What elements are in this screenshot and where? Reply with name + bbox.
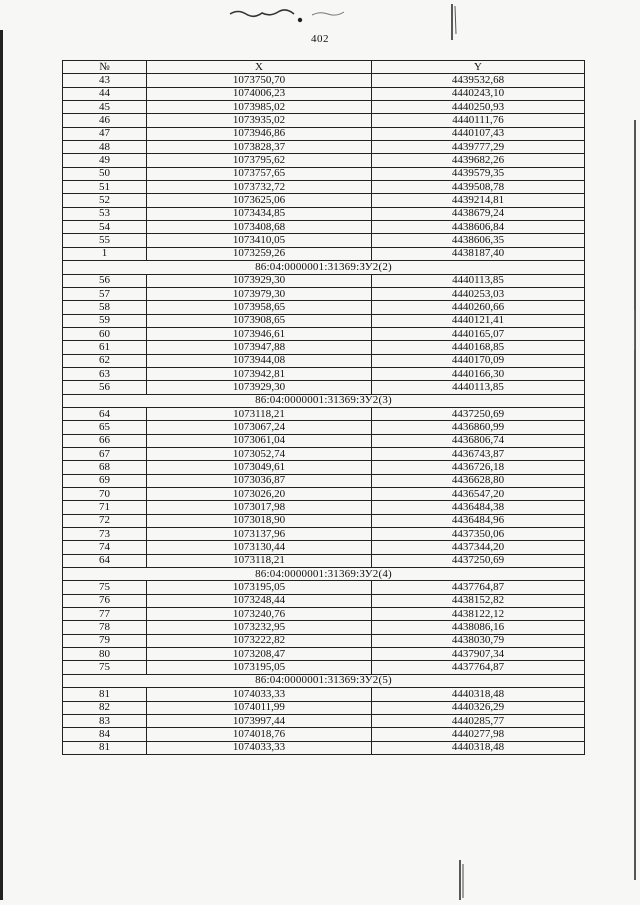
- x-coordinate: 1073036,87: [147, 474, 372, 487]
- y-coordinate: 4438679,24: [372, 207, 585, 220]
- scan-right-edge: [634, 120, 636, 880]
- table-row: [63, 181, 585, 194]
- x-coordinate: 1073947,88: [147, 341, 372, 354]
- point-number: 51: [63, 181, 147, 194]
- table-row: [63, 554, 585, 567]
- y-coordinate: 4440260,66: [372, 301, 585, 314]
- table-row: [63, 661, 585, 674]
- x-coordinate: 1073248,44: [147, 594, 372, 607]
- scan-artifact-stamp: [228, 6, 348, 26]
- x-coordinate: 1073208,47: [147, 648, 372, 661]
- x-coordinate: 1073049,61: [147, 461, 372, 474]
- table-body: [63, 74, 585, 755]
- point-number: 75: [63, 661, 147, 674]
- point-number: 81: [63, 741, 147, 754]
- y-coordinate: 4438152,82: [372, 594, 585, 607]
- table-row: [63, 101, 585, 114]
- x-coordinate: 1073026,20: [147, 488, 372, 501]
- y-coordinate: 4440113,85: [372, 381, 585, 394]
- y-coordinate: 4440285,77: [372, 714, 585, 727]
- table-row: [63, 167, 585, 180]
- x-coordinate: 1073946,61: [147, 327, 372, 340]
- table-row: [63, 688, 585, 701]
- table-row: [63, 634, 585, 647]
- x-coordinate: 1073052,74: [147, 447, 372, 460]
- x-coordinate: 1073997,44: [147, 714, 372, 727]
- point-number: 77: [63, 608, 147, 621]
- x-coordinate: 1073625,06: [147, 194, 372, 207]
- margin-mark: [634, 310, 635, 350]
- x-coordinate: 1073017,98: [147, 501, 372, 514]
- table-row: [63, 594, 585, 607]
- point-number: 67: [63, 447, 147, 460]
- table-row: [63, 127, 585, 140]
- point-number: 78: [63, 621, 147, 634]
- x-coordinate: 1073067,24: [147, 421, 372, 434]
- table-row: [63, 274, 585, 287]
- x-coordinate: 1073232,95: [147, 621, 372, 634]
- y-coordinate: 4436806,74: [372, 434, 585, 447]
- x-coordinate: 1073195,05: [147, 661, 372, 674]
- point-number: 49: [63, 154, 147, 167]
- y-coordinate: 4439579,35: [372, 167, 585, 180]
- point-number: 69: [63, 474, 147, 487]
- table-row: [63, 541, 585, 554]
- x-coordinate: 1073018,90: [147, 514, 372, 527]
- table-row: [63, 381, 585, 394]
- table-row: [63, 114, 585, 127]
- table-row: [63, 421, 585, 434]
- x-coordinate: 1073222,82: [147, 634, 372, 647]
- point-number: 53: [63, 207, 147, 220]
- section-title: 86:04:0000001:31369:ЗУ2(3): [63, 394, 585, 407]
- table-row: [63, 367, 585, 380]
- y-coordinate: 4437344,20: [372, 541, 585, 554]
- table-row: [63, 581, 585, 594]
- table-row: [63, 301, 585, 314]
- x-coordinate: 1073240,76: [147, 608, 372, 621]
- table-row: [63, 714, 585, 727]
- coordinates-table: [62, 60, 585, 755]
- y-coordinate: 4439777,29: [372, 141, 585, 154]
- x-coordinate: 1073958,65: [147, 301, 372, 314]
- y-coordinate: 4438086,16: [372, 621, 585, 634]
- point-number: 63: [63, 367, 147, 380]
- point-number: 56: [63, 274, 147, 287]
- point-number: 81: [63, 688, 147, 701]
- x-coordinate: 1073908,65: [147, 314, 372, 327]
- x-coordinate: 1073732,72: [147, 181, 372, 194]
- x-coordinate: 1074006,23: [147, 87, 372, 100]
- header-x: X: [147, 61, 372, 74]
- y-coordinate: 4436484,96: [372, 514, 585, 527]
- point-number: 61: [63, 341, 147, 354]
- y-coordinate: 4438606,84: [372, 221, 585, 234]
- point-number: 45: [63, 101, 147, 114]
- table-row: [63, 434, 585, 447]
- y-coordinate: 4436547,20: [372, 488, 585, 501]
- page-number: 402: [311, 33, 329, 45]
- table-row: [63, 501, 585, 514]
- table-row: [63, 154, 585, 167]
- y-coordinate: 4440318,48: [372, 741, 585, 754]
- x-coordinate: 1074033,33: [147, 741, 372, 754]
- binder-mark-bottom: [458, 860, 466, 900]
- x-coordinate: 1073137,96: [147, 528, 372, 541]
- table-row: [63, 608, 585, 621]
- y-coordinate: 4440107,43: [372, 127, 585, 140]
- table-row: [63, 528, 585, 541]
- x-coordinate: 1073434,85: [147, 207, 372, 220]
- point-number: 62: [63, 354, 147, 367]
- y-coordinate: 4440243,10: [372, 87, 585, 100]
- point-number: 58: [63, 301, 147, 314]
- y-coordinate: 4437764,87: [372, 581, 585, 594]
- x-coordinate: 1073118,21: [147, 407, 372, 420]
- point-number: 60: [63, 327, 147, 340]
- y-coordinate: 4437764,87: [372, 661, 585, 674]
- x-coordinate: 1073935,02: [147, 114, 372, 127]
- table-row: [63, 621, 585, 634]
- point-number: 56: [63, 381, 147, 394]
- y-coordinate: 4436860,99: [372, 421, 585, 434]
- section-row: [63, 674, 585, 687]
- y-coordinate: 4438606,35: [372, 234, 585, 247]
- point-number: 57: [63, 287, 147, 300]
- point-number: 59: [63, 314, 147, 327]
- x-coordinate: 1073410,05: [147, 234, 372, 247]
- scan-left-edge: [0, 30, 3, 900]
- table-row: [63, 314, 585, 327]
- point-number: 43: [63, 74, 147, 87]
- x-coordinate: 1073757,65: [147, 167, 372, 180]
- table-row: [63, 514, 585, 527]
- y-coordinate: 4439508,78: [372, 181, 585, 194]
- section-row: [63, 568, 585, 581]
- table-row: [63, 74, 585, 87]
- section-title: 86:04:0000001:31369:ЗУ2(5): [63, 674, 585, 687]
- y-coordinate: 4436484,38: [372, 501, 585, 514]
- table-row: [63, 247, 585, 260]
- table-row: [63, 87, 585, 100]
- table-row: [63, 221, 585, 234]
- table-row: [63, 488, 585, 501]
- y-coordinate: 4438122,12: [372, 608, 585, 621]
- point-number: 50: [63, 167, 147, 180]
- x-coordinate: 1073408,68: [147, 221, 372, 234]
- x-coordinate: 1074011,99: [147, 701, 372, 714]
- y-coordinate: 4440111,76: [372, 114, 585, 127]
- table-row: [63, 461, 585, 474]
- point-number: 73: [63, 528, 147, 541]
- point-number: 82: [63, 701, 147, 714]
- section-title: 86:04:0000001:31369:ЗУ2(4): [63, 568, 585, 581]
- point-number: 64: [63, 554, 147, 567]
- x-coordinate: 1073130,44: [147, 541, 372, 554]
- y-coordinate: 4439532,68: [372, 74, 585, 87]
- header-y: Y: [372, 61, 585, 74]
- y-coordinate: 4437250,69: [372, 407, 585, 420]
- y-coordinate: 4440166,30: [372, 367, 585, 380]
- y-coordinate: 4437907,34: [372, 648, 585, 661]
- y-coordinate: 4436726,18: [372, 461, 585, 474]
- y-coordinate: 4437350,06: [372, 528, 585, 541]
- point-number: 74: [63, 541, 147, 554]
- table-row: [63, 194, 585, 207]
- x-coordinate: 1073929,30: [147, 274, 372, 287]
- point-number: 65: [63, 421, 147, 434]
- point-number: 48: [63, 141, 147, 154]
- y-coordinate: 4436628,80: [372, 474, 585, 487]
- table-row: [63, 354, 585, 367]
- header-number: №: [63, 61, 147, 74]
- point-number: 64: [63, 407, 147, 420]
- table-row: [63, 141, 585, 154]
- y-coordinate: 4440253,03: [372, 287, 585, 300]
- table-row: [63, 701, 585, 714]
- table-row: [63, 728, 585, 741]
- x-coordinate: 1074018,76: [147, 728, 372, 741]
- point-number: 83: [63, 714, 147, 727]
- y-coordinate: 4440165,07: [372, 327, 585, 340]
- point-number: 68: [63, 461, 147, 474]
- x-coordinate: 1074033,33: [147, 688, 372, 701]
- y-coordinate: 4438030,79: [372, 634, 585, 647]
- y-coordinate: 4439682,26: [372, 154, 585, 167]
- x-coordinate: 1073259,26: [147, 247, 372, 260]
- x-coordinate: 1073828,37: [147, 141, 372, 154]
- point-number: 47: [63, 127, 147, 140]
- point-number: 44: [63, 87, 147, 100]
- point-number: 70: [63, 488, 147, 501]
- section-row: [63, 261, 585, 274]
- x-coordinate: 1073929,30: [147, 381, 372, 394]
- x-coordinate: 1073979,30: [147, 287, 372, 300]
- table-row: [63, 341, 585, 354]
- y-coordinate: 4437250,69: [372, 554, 585, 567]
- x-coordinate: 1073946,86: [147, 127, 372, 140]
- y-coordinate: 4440121,41: [372, 314, 585, 327]
- table-row: [63, 234, 585, 247]
- y-coordinate: 4438187,40: [372, 247, 585, 260]
- point-number: 71: [63, 501, 147, 514]
- point-number: 55: [63, 234, 147, 247]
- table-row: [63, 207, 585, 220]
- section-title: 86:04:0000001:31369:ЗУ2(2): [63, 261, 585, 274]
- point-number: 1: [63, 247, 147, 260]
- y-coordinate: 4440250,93: [372, 101, 585, 114]
- table-row: [63, 407, 585, 420]
- table-header-row: [63, 61, 585, 74]
- point-number: 66: [63, 434, 147, 447]
- point-number: 46: [63, 114, 147, 127]
- point-number: 72: [63, 514, 147, 527]
- y-coordinate: 4440277,98: [372, 728, 585, 741]
- x-coordinate: 1073195,05: [147, 581, 372, 594]
- y-coordinate: 4440326,29: [372, 701, 585, 714]
- y-coordinate: 4436743,87: [372, 447, 585, 460]
- table-row: [63, 741, 585, 754]
- point-number: 75: [63, 581, 147, 594]
- x-coordinate: 1073942,81: [147, 367, 372, 380]
- y-coordinate: 4440318,48: [372, 688, 585, 701]
- point-number: 52: [63, 194, 147, 207]
- point-number: 84: [63, 728, 147, 741]
- point-number: 76: [63, 594, 147, 607]
- section-row: [63, 394, 585, 407]
- x-coordinate: 1073985,02: [147, 101, 372, 114]
- point-number: 54: [63, 221, 147, 234]
- x-coordinate: 1073795,62: [147, 154, 372, 167]
- x-coordinate: 1073750,70: [147, 74, 372, 87]
- x-coordinate: 1073118,21: [147, 554, 372, 567]
- x-coordinate: 1073061,04: [147, 434, 372, 447]
- x-coordinate: 1073944,08: [147, 354, 372, 367]
- y-coordinate: 4440170,09: [372, 354, 585, 367]
- table-row: [63, 447, 585, 460]
- table-row: [63, 327, 585, 340]
- table-row: [63, 648, 585, 661]
- point-number: 79: [63, 634, 147, 647]
- point-number: 80: [63, 648, 147, 661]
- table-row: [63, 474, 585, 487]
- y-coordinate: 4440113,85: [372, 274, 585, 287]
- y-coordinate: 4439214,81: [372, 194, 585, 207]
- table-row: [63, 287, 585, 300]
- y-coordinate: 4440168,85: [372, 341, 585, 354]
